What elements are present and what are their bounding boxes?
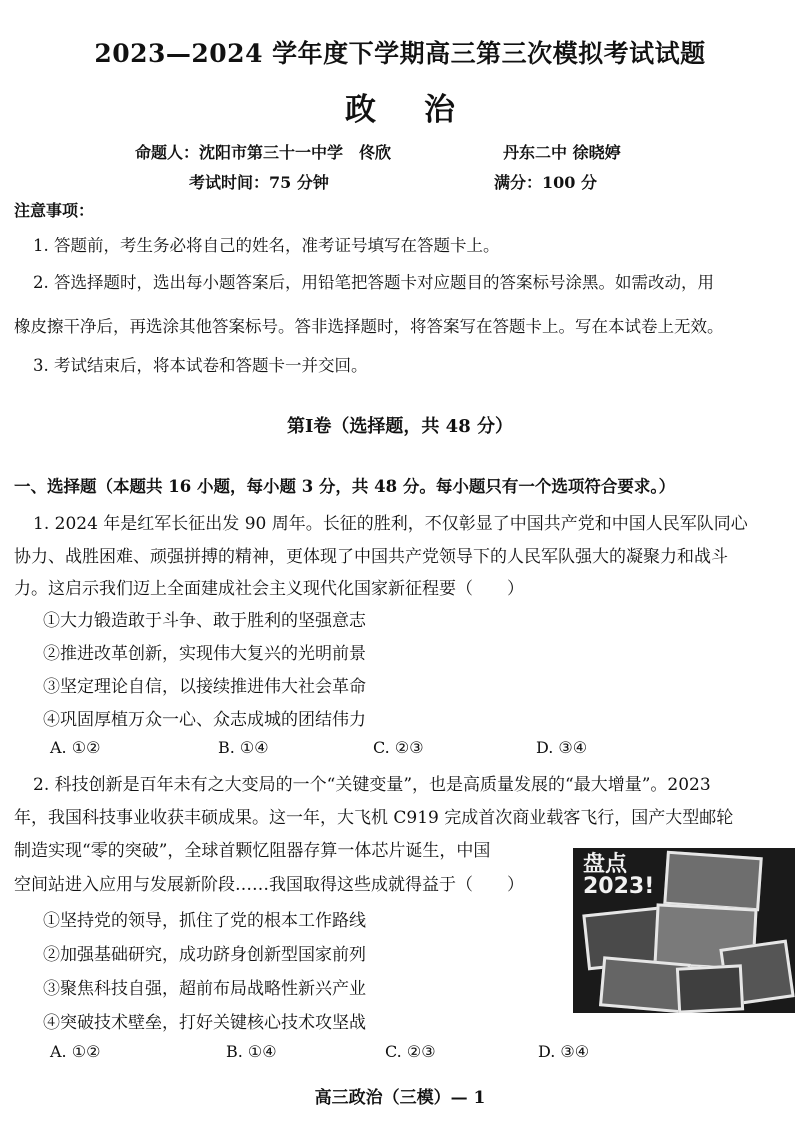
notice-item-2-line1: 2. 答选择题时，选出每小题答案后，用铅笔把答题卡对应题目的答案标号涂黑。如需改动，用 xyxy=(33,273,714,292)
illustration-caption-line2: 2023! xyxy=(583,874,655,899)
q1-option-d[interactable]: D. ③④ xyxy=(536,738,588,757)
notice-item-1: 1. 答题前，考生务必将自己的姓名，准考证号填写在答题卡上。 xyxy=(33,236,500,255)
q2-stem-line2: 年，我国科技事业收获丰硕成果。这一年，大飞机 C919 完成首次商业载客飞行，国产大型邮轮 xyxy=(14,808,734,828)
notice-item-2-line2: 橡皮擦干净后，再选涂其他答案标号。答非选择题时，将答案写在答题卡上。写在本试卷上无效。 xyxy=(14,317,724,336)
q2-statement-1: ①坚持党的领导，抓住了党的根本工作路线 xyxy=(43,911,366,931)
q2-option-a[interactable]: A. ①② xyxy=(50,1042,101,1061)
illustration-caption-line1: 盘点 xyxy=(583,852,628,877)
q1-option-b[interactable]: B. ①④ xyxy=(218,738,269,757)
exam-time: 考试时间：75 分钟 xyxy=(189,173,329,192)
q1-statement-2: ②推进改革创新，实现伟大复兴的光明前景 xyxy=(43,644,366,664)
q2-statement-3: ③聚焦科技自强，超前布局战略性新兴产业 xyxy=(43,979,366,999)
illustration-caption xyxy=(583,854,654,898)
subject-title xyxy=(0,84,800,129)
q2-statement-4: ④突破技术壁垒，打好关键核心技术攻坚战 xyxy=(43,1013,366,1033)
q1-stem-line2: 协力、战胜困难、顽强拼搏的精神，更体现了中国共产党领导下的人民军队强大的凝聚力和战斗 xyxy=(14,547,728,567)
author-second: 丹东二中 徐晓婷 xyxy=(503,143,621,162)
author-line: 命题人：沈阳市第三十一中学 佟欣 xyxy=(135,143,392,162)
part-title: 一、选择题（本题共 16 小题，每小题 3 分，共 48 分。每小题只有一个选项符合要求。） xyxy=(14,477,676,496)
q2-stem-line4: 空间站进入应用与发展新阶段……我国取得这些成就得益于（ ） xyxy=(14,875,524,895)
q2-statement-2: ②加强基础研究，成功跻身创新型国家前列 xyxy=(43,945,366,965)
q1-option-a[interactable]: A. ①② xyxy=(50,738,101,757)
notice-heading: 注意事项： xyxy=(14,201,95,220)
q2-option-d[interactable]: D. ③④ xyxy=(538,1042,590,1061)
q1-statement-4: ④巩固厚植万众一心、众志成城的团结伟力 xyxy=(43,710,366,730)
notice-item-3: 3. 考试结束后，将本试卷和答题卡一并交回。 xyxy=(33,356,368,375)
page-footer: 高三政治（三模）— 1 xyxy=(314,1088,486,1108)
subject-text: 政治 xyxy=(345,92,503,128)
q2-stem-line1: 2. 科技创新是百年未有之大变局的一个“关键变量”，也是高质量发展的“最大增量”。2023 xyxy=(33,775,711,795)
q1-statement-1: ①大力锻造敢于斗争、敢于胜利的坚强意志 xyxy=(43,611,366,631)
q1-option-c[interactable]: C. ②③ xyxy=(373,738,424,757)
q1-stem-line3: 力。这启示我们迈上全面建成社会主义现代化国家新征程要（ ） xyxy=(14,579,524,599)
q1-stem-line1: 1. 2024 年是红军长征出发 90 周年。长征的胜利，不仅彰显了中国共产党和中国人民军队同心 xyxy=(33,514,748,534)
photo-tile xyxy=(676,964,744,1013)
full-score: 满分：100 分 xyxy=(494,173,597,192)
photo-tile xyxy=(663,851,763,912)
q2-option-b[interactable]: B. ①④ xyxy=(226,1042,277,1061)
q2-stem-line3: 制造实现“零的突破”，全球首颗忆阻器存算一体芯片诞生，中国 xyxy=(14,841,491,861)
q2-option-c[interactable]: C. ②③ xyxy=(385,1042,436,1061)
q1-statement-3: ③坚定理论自信，以接续推进伟大社会革命 xyxy=(43,677,366,697)
section-title: 第Ⅰ卷（选择题，共 48 分） xyxy=(286,416,513,437)
q2-illustration xyxy=(573,848,795,1013)
page-title: 2023—2024 学年度下学期高三第三次模拟考试试题 xyxy=(94,39,706,68)
